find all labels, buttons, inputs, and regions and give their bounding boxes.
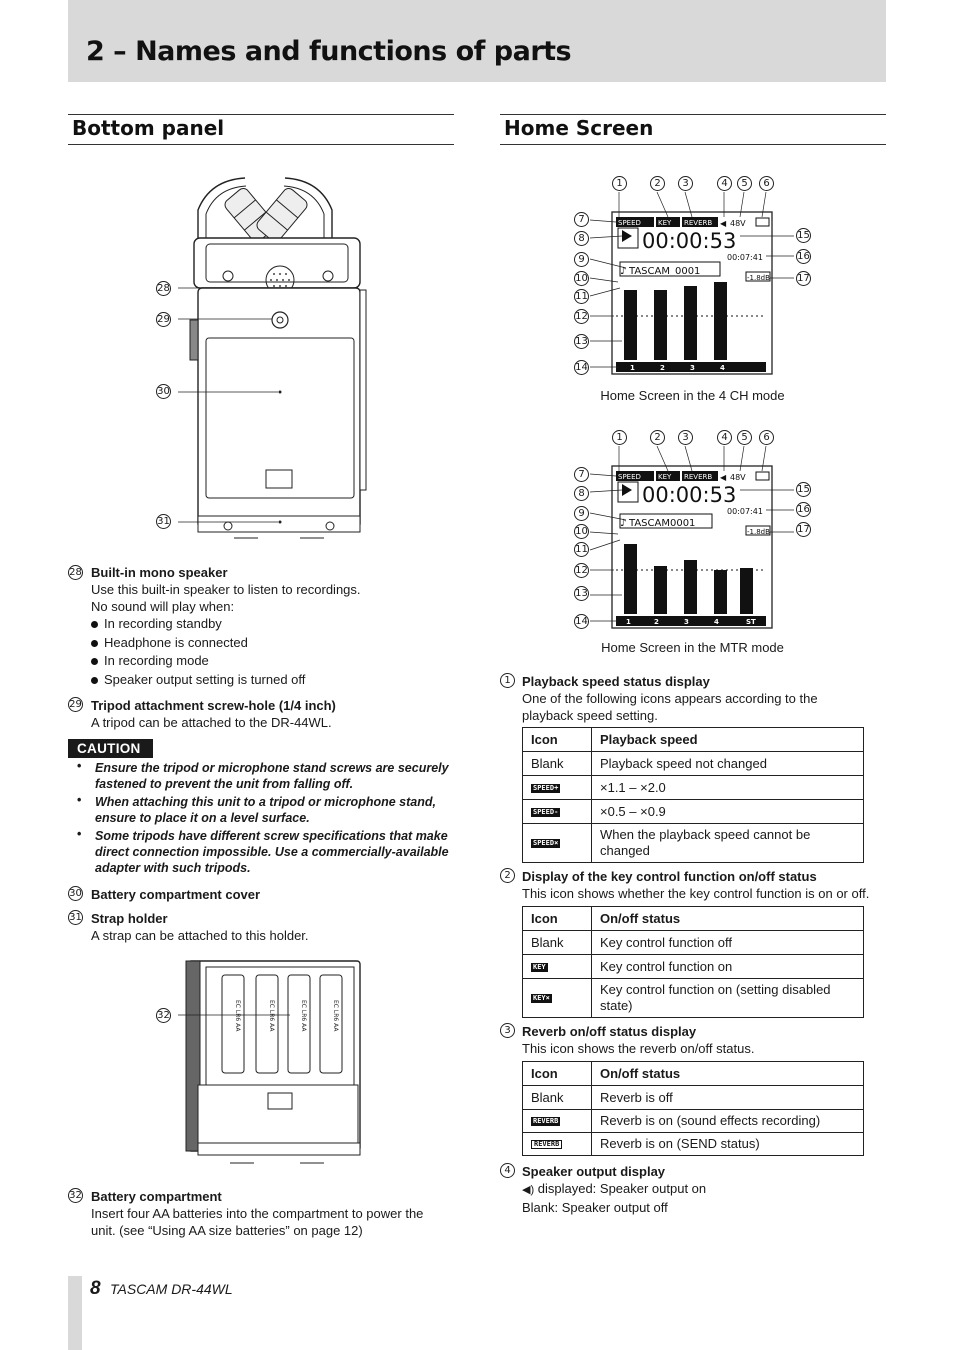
lcd-screen-4ch — [570, 170, 820, 382]
section-heading-home-screen — [500, 114, 886, 145]
callout-6: 6 — [759, 176, 774, 191]
list-item: In recording standby — [91, 615, 305, 634]
key-control-table — [522, 906, 864, 1018]
remaining-time: 00:07:41 — [727, 253, 763, 262]
table-cell: Blank — [523, 1086, 592, 1110]
elapsed-time: 00:00:53 — [642, 229, 737, 253]
item-description: A tripod can be attached to the DR-44WL. — [91, 715, 332, 730]
callout-11: 11 — [575, 291, 588, 302]
speed-disabled-icon: SPEED× — [533, 839, 559, 848]
item-title: Speaker output display — [522, 1164, 666, 1179]
battery-label: EC LR6 AA — [268, 1000, 275, 1032]
table-cell: Blank — [523, 752, 592, 776]
callout-15: 15 — [797, 230, 810, 241]
speed-icon-label: SPEED — [618, 219, 641, 227]
svg-text:◀: ◀ — [720, 219, 727, 228]
callout-13: 13 — [575, 336, 588, 347]
callout-3: 3 — [678, 430, 693, 445]
item-description — [91, 1205, 423, 1239]
level-meter-bar — [684, 560, 697, 614]
channel-label: 4 — [720, 364, 725, 372]
key-on-icon: KEY — [533, 962, 546, 971]
callout-10: 10 — [575, 526, 588, 537]
reverb-outline-icon: REVERB — [531, 1140, 562, 1149]
item-title: Tripod attachment screw-hole (1/4 inch) — [91, 698, 336, 713]
callout-2: 2 — [650, 430, 665, 445]
reverb-icon-label: REVERB — [684, 473, 713, 481]
caption-4ch: Home Screen in the 4 CH mode — [600, 388, 785, 403]
battery-label: EC LR6 AA — [300, 1000, 307, 1032]
callout-30: 30 — [157, 386, 170, 397]
playback-speed-table — [522, 727, 864, 863]
level-meter-bar — [624, 290, 637, 360]
item-description — [522, 690, 818, 724]
callout-5: 5 — [737, 176, 752, 191]
item-number: 3 — [500, 1023, 515, 1038]
speed-icon-label: SPEED — [618, 473, 641, 481]
description-line: unit. (see “Using AA size batteries” on page 12) — [91, 1223, 363, 1238]
caption-mtr: Home Screen in the MTR mode — [601, 640, 784, 655]
callout-14: 14 — [575, 616, 588, 627]
level-meter-bar — [714, 282, 727, 360]
channel-label: 1 — [626, 618, 631, 626]
channel-label: 2 — [660, 364, 665, 372]
caution-item: • When attaching this unit to a tripod or microphone stand, ensure to place it on a level surface. — [77, 794, 457, 826]
callout-6: 6 — [759, 430, 774, 445]
file-name: TASCAM0001 — [629, 518, 696, 529]
item-description: A strap can be attached to this holder. — [91, 928, 309, 943]
file-name: TASCAM_0001 — [629, 266, 701, 277]
key-disabled-icon: KEY× — [533, 994, 550, 1003]
channel-label: 3 — [690, 364, 695, 372]
level-meter-bar — [624, 544, 637, 614]
svg-text:♪: ♪ — [620, 518, 627, 529]
elapsed-time: 00:00:53 — [642, 483, 737, 507]
description-line — [522, 1180, 706, 1199]
callout-1: 1 — [612, 430, 627, 445]
callout-7: 7 — [574, 467, 589, 482]
item-title: Playback speed status display — [522, 674, 710, 689]
item-number: 2 — [500, 868, 515, 883]
table-header: Icon — [523, 728, 592, 752]
item-number: 28 — [69, 567, 82, 578]
callout-9: 9 — [574, 506, 589, 521]
table-cell: Reverb is off — [592, 1086, 864, 1110]
speaker-conditions-list — [91, 615, 305, 689]
level-meter-bar — [684, 286, 697, 360]
level-meter-bar — [714, 570, 727, 614]
battery-label: EC LR6 AA — [332, 1000, 339, 1032]
table-cell: Key control function on — [592, 955, 864, 979]
device-bottom-illustration — [150, 170, 380, 555]
level-meter-bar — [740, 568, 753, 614]
caution-item: • Some tripods have different screw specifications that make direct connection impossible. Use a commercially-available adapter with such tripods. — [77, 828, 457, 876]
item-title: Display of the key control function on/off status — [522, 869, 817, 884]
description-line: playback speed setting. — [522, 708, 658, 723]
caution-badge: CAUTION — [68, 739, 153, 758]
reverb-filled-icon: REVERB — [533, 1117, 559, 1126]
item-title: Strap holder — [91, 911, 168, 926]
speaker-icon: ◀) — [522, 1184, 535, 1196]
list-item: Speaker output setting is turned off — [91, 671, 305, 690]
description-line: Use this built-in speaker to listen to recordings. — [91, 582, 361, 597]
caution-list — [77, 760, 457, 878]
table-cell: Key control function off — [592, 931, 864, 955]
table-cell: Key control function on (setting disabled state) — [592, 979, 864, 1018]
svg-text:◀: ◀ — [720, 473, 727, 482]
callout-28: 28 — [157, 283, 170, 294]
item-number: 30 — [69, 888, 82, 899]
reverb-icon-label: REVERB — [684, 219, 713, 227]
speed-up-icon: SPEED+ — [533, 783, 559, 792]
level-readout: -1.8dB — [747, 274, 770, 282]
speed-down-icon: SPEED- — [533, 807, 559, 816]
battery-label: EC LR6 AA — [234, 1000, 241, 1032]
callout-4: 4 — [717, 430, 732, 445]
description-line: Insert four AA batteries into the compartment to power the — [91, 1206, 424, 1221]
item-title: Battery compartment cover — [91, 887, 261, 902]
callout-7: 7 — [574, 212, 589, 227]
lcd-screen-mtr — [570, 424, 820, 636]
callout-1: 1 — [612, 176, 627, 191]
callout-29: 29 — [157, 314, 170, 325]
level-readout: -1.8dB — [747, 528, 770, 536]
reverb-table — [522, 1061, 864, 1156]
item-title: Built-in mono speaker — [91, 565, 228, 580]
table-header: On/off status — [592, 1062, 864, 1086]
channel-label: 1 — [630, 364, 635, 372]
table-cell: Reverb is on (SEND status) — [592, 1133, 864, 1156]
page-number: 8 — [90, 1278, 101, 1299]
list-item: Headphone is connected — [91, 634, 305, 653]
phantom-label: 48V — [730, 219, 746, 228]
channel-label: 4 — [714, 618, 719, 626]
remaining-time: 00:07:41 — [727, 507, 763, 516]
callout-5: 5 — [737, 430, 752, 445]
item-number: 4 — [500, 1163, 515, 1178]
callout-11: 11 — [575, 544, 588, 555]
section-heading-text: Home Screen — [504, 116, 654, 140]
callout-10: 10 — [575, 273, 588, 284]
key-icon-label: KEY — [658, 219, 672, 227]
table-cell: When the playback speed cannot be changed — [592, 824, 864, 863]
level-meter-bar — [654, 290, 667, 360]
callout-17: 17 — [797, 273, 810, 284]
svg-text:♪: ♪ — [620, 266, 627, 277]
callout-31: 31 — [157, 516, 170, 527]
table-header: Icon — [523, 1062, 592, 1086]
table-cell: Blank — [523, 931, 592, 955]
callout-8: 8 — [574, 486, 589, 501]
callout-12: 12 — [575, 311, 588, 322]
level-meter-bar — [654, 566, 667, 614]
channel-label: 2 — [654, 618, 659, 626]
description-text: displayed: Speaker output on — [537, 1181, 707, 1196]
footer-bar — [68, 1276, 82, 1350]
callout-8: 8 — [574, 231, 589, 246]
section-heading-text: Bottom panel — [72, 116, 225, 140]
item-number: 31 — [69, 912, 82, 923]
battery-compartment-illustration — [150, 955, 370, 1173]
callout-32: 32 — [157, 1010, 170, 1021]
callout-12: 12 — [575, 565, 588, 576]
description-line: One of the following icons appears according to the — [522, 691, 818, 706]
description-line: Blank: Speaker output off — [522, 1200, 668, 1215]
item-number: 29 — [69, 699, 82, 710]
callout-14: 14 — [575, 362, 588, 373]
table-header: On/off status — [592, 907, 864, 931]
callout-9: 9 — [574, 252, 589, 267]
channel-label: ST — [746, 618, 756, 626]
item-description — [91, 581, 361, 615]
item-description: This icon shows whether the key control function is on or off. — [522, 886, 870, 901]
table-cell: Playback speed not changed — [592, 752, 864, 776]
key-icon-label: KEY — [658, 473, 672, 481]
chapter-title: 2 – Names and functions of parts — [86, 36, 572, 67]
channel-label: 3 — [684, 618, 689, 626]
item-description — [522, 1180, 706, 1216]
footer-model: TASCAM DR-44WL — [110, 1281, 233, 1297]
section-heading-bottom-panel — [68, 114, 454, 145]
description-line: No sound will play when: — [91, 599, 235, 614]
table-cell: ×0.5 – ×0.9 — [592, 800, 864, 824]
callout-16: 16 — [797, 504, 810, 515]
item-description: This icon shows the reverb on/off status. — [522, 1041, 755, 1056]
table-header: Icon — [523, 907, 592, 931]
item-number: 32 — [69, 1190, 82, 1201]
list-item: In recording mode — [91, 652, 305, 671]
item-title: Battery compartment — [91, 1189, 222, 1204]
callout-15: 15 — [797, 484, 810, 495]
caution-item: • Ensure the tripod or microphone stand screws are securely fastened to prevent the unit from falling off. — [77, 760, 457, 792]
callout-16: 16 — [797, 251, 810, 262]
item-number: 1 — [500, 673, 515, 688]
callout-13: 13 — [575, 588, 588, 599]
table-cell: ×1.1 – ×2.0 — [592, 776, 864, 800]
callout-3: 3 — [678, 176, 693, 191]
phantom-label: 48V — [730, 473, 746, 482]
callout-4: 4 — [717, 176, 732, 191]
callout-17: 17 — [797, 524, 810, 535]
table-header: Playback speed — [592, 728, 864, 752]
item-title: Reverb on/off status display — [522, 1024, 697, 1039]
table-cell: Reverb is on (sound effects recording) — [592, 1110, 864, 1133]
callout-2: 2 — [650, 176, 665, 191]
